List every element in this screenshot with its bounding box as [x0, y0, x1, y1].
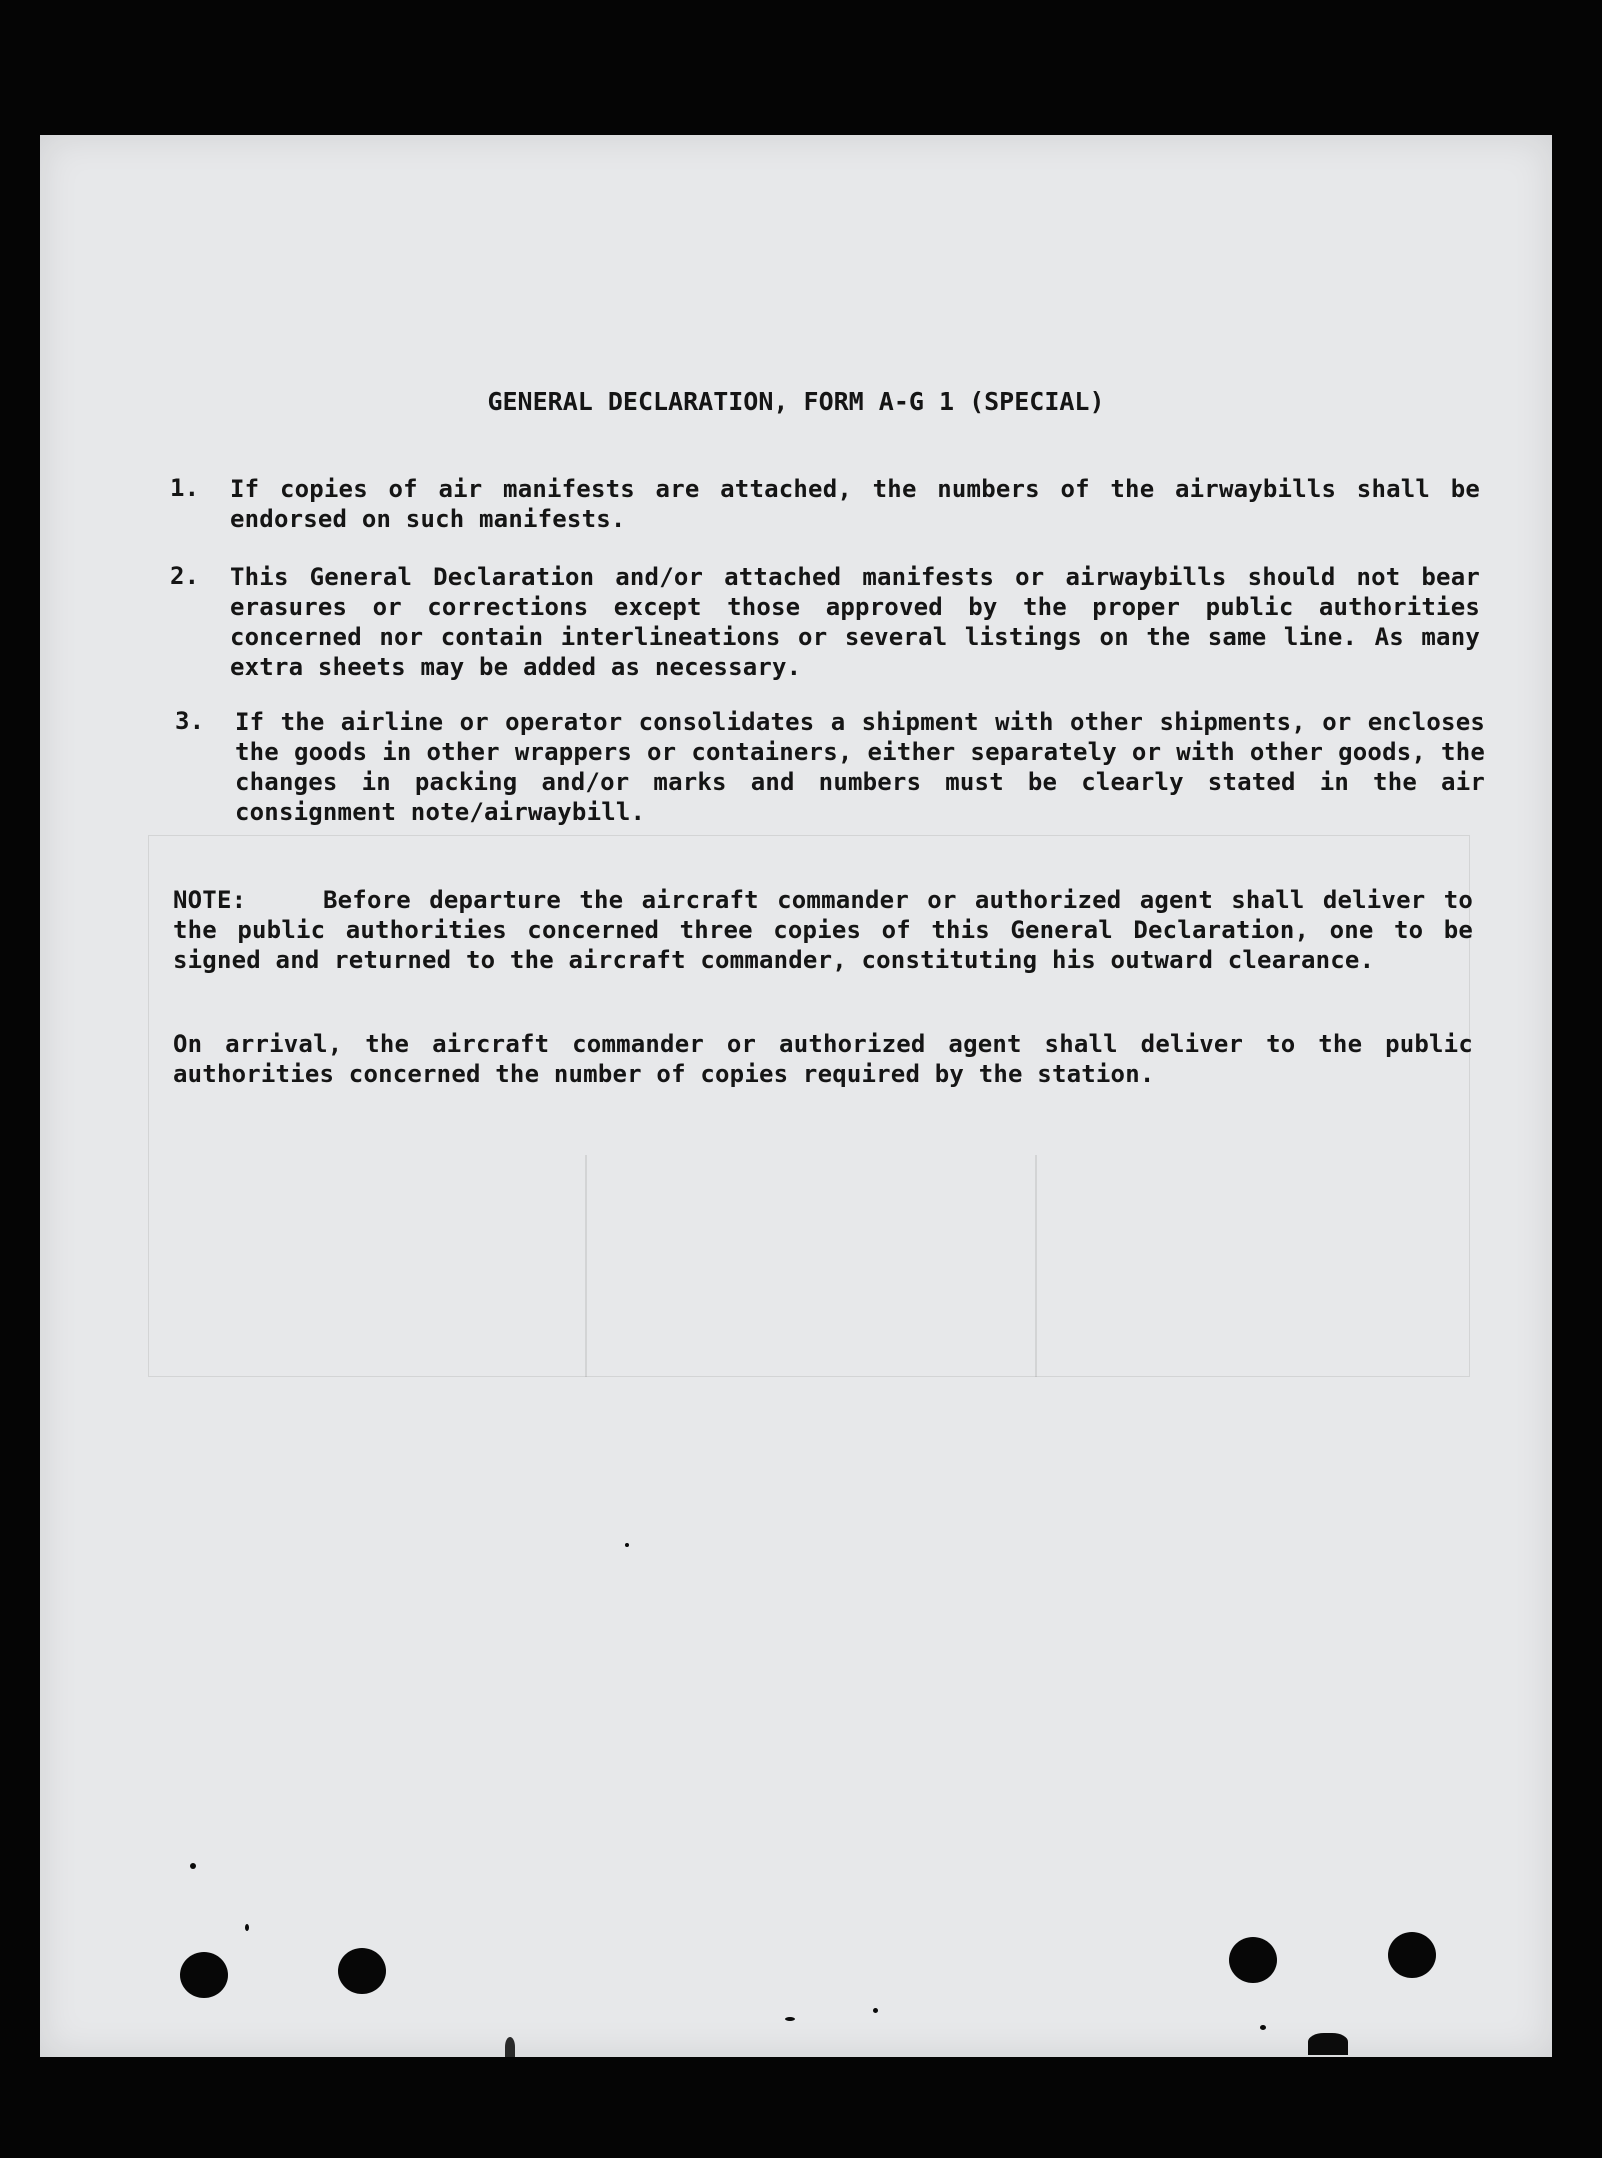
punch-hole	[1388, 1932, 1436, 1978]
item-number: 1.	[170, 474, 200, 502]
item-text: If copies of air manifests are attached, the numbers of the airwaybills shall be endorsed on such manifests.	[230, 475, 1480, 533]
document-sheet	[40, 135, 1552, 2057]
item-number: 3.	[175, 707, 205, 735]
note-text: Before departure the aircraft commander or authorized agent shall deliver to the public authorities concerned three copies of this General Declaration, one to be signed and returned to the aircraft commander, constituting his outward clearance.	[173, 886, 1473, 974]
note-label: NOTE:	[173, 886, 247, 914]
punch-hole	[180, 1952, 228, 1998]
ink-speck	[625, 1543, 629, 1547]
ink-speck	[873, 2008, 878, 2013]
bleed-through-divider	[585, 1155, 587, 1377]
instruction-item-3	[175, 707, 1485, 827]
edge-mark	[1308, 2033, 1348, 2055]
item-number: 2.	[170, 562, 200, 590]
note-paragraph	[173, 885, 1473, 975]
instruction-item-1	[170, 474, 1480, 534]
punch-hole	[1229, 1937, 1277, 1983]
item-text: This General Declaration and/or attached manifests or airwaybills should not bear erasures or corrections except those approved by the proper public authorities concerned nor contain interlineations or several listings on the same line. As many extra sheets may be added as necessary.	[230, 563, 1480, 681]
ink-speck	[245, 1924, 249, 1931]
item-text: If the airline or operator consolidates a shipment with other shipments, or encloses the goods in other wrappers or containers, either separately or with other goods, the changes in packing and/or marks and numbers must be clearly stated in the air consignment note/airwaybill.	[235, 708, 1485, 826]
form-title: GENERAL DECLARATION, FORM A-G 1 (SPECIAL)	[487, 387, 1105, 416]
ink-speck	[1260, 2025, 1266, 2030]
edge-mark	[505, 2037, 515, 2057]
bleed-through-divider	[1035, 1155, 1037, 1377]
ink-speck	[190, 1863, 196, 1869]
arrival-paragraph: On arrival, the aircraft commander or authorized agent shall deliver to the public authorities concerned the number of copies required by the station.	[173, 1030, 1473, 1088]
ink-speck	[785, 2017, 795, 2021]
instruction-item-2	[170, 562, 1480, 682]
punch-hole	[338, 1948, 386, 1994]
